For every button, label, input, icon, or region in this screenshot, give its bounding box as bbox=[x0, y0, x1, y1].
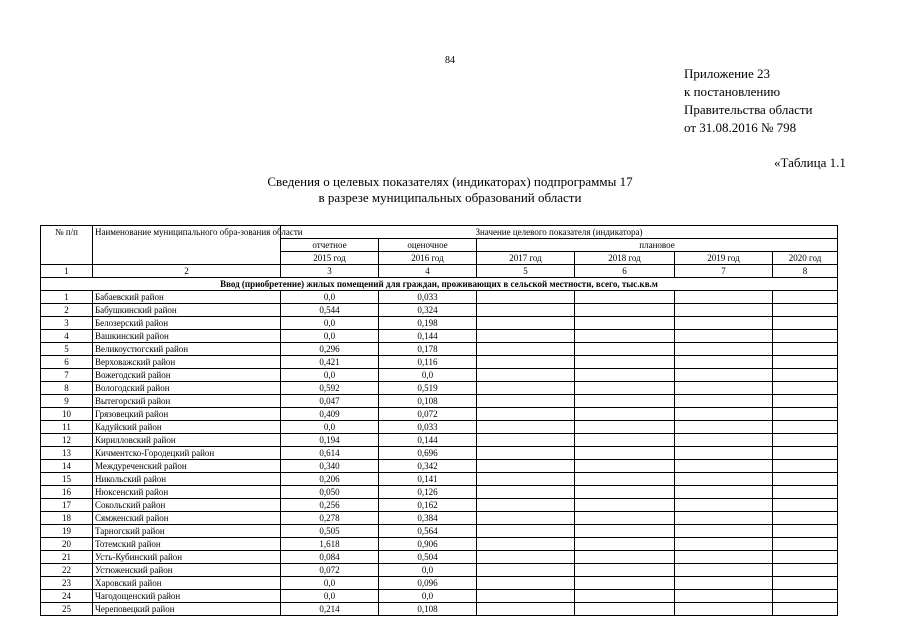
value-2017 bbox=[477, 369, 575, 382]
district-name: Вологодский район bbox=[93, 382, 281, 395]
value-2017 bbox=[477, 486, 575, 499]
value-2016: 0,0 bbox=[379, 590, 477, 603]
value-2019 bbox=[675, 408, 773, 421]
value-2015: 0,340 bbox=[281, 460, 379, 473]
row-number: 20 bbox=[41, 538, 93, 551]
value-2019 bbox=[675, 538, 773, 551]
value-2020 bbox=[773, 369, 838, 382]
header-year: 2017 год bbox=[477, 252, 575, 265]
value-2018 bbox=[575, 304, 675, 317]
value-2019 bbox=[675, 499, 773, 512]
header-year: 2019 год bbox=[675, 252, 773, 265]
value-2018 bbox=[575, 603, 675, 616]
table-row bbox=[41, 512, 838, 525]
row-number: 1 bbox=[41, 291, 93, 304]
value-2020 bbox=[773, 434, 838, 447]
row-number: 7 bbox=[41, 369, 93, 382]
district-name: Верховажский район bbox=[93, 356, 281, 369]
col-number: 6 bbox=[575, 265, 675, 278]
value-2016: 0,141 bbox=[379, 473, 477, 486]
title-line-2: в разрезе муниципальных образований области bbox=[318, 190, 582, 205]
district-name: Чагодощенский район bbox=[93, 590, 281, 603]
value-2017 bbox=[477, 460, 575, 473]
value-2015: 0,214 bbox=[281, 603, 379, 616]
row-number: 16 bbox=[41, 486, 93, 499]
value-2020 bbox=[773, 499, 838, 512]
value-2016: 0,033 bbox=[379, 421, 477, 434]
value-2015: 0,614 bbox=[281, 447, 379, 460]
value-2018 bbox=[575, 356, 675, 369]
col-number: 2 bbox=[93, 265, 281, 278]
value-2018 bbox=[575, 525, 675, 538]
row-number: 24 bbox=[41, 590, 93, 603]
col-number: 8 bbox=[773, 265, 838, 278]
row-number: 5 bbox=[41, 343, 93, 356]
value-2019 bbox=[675, 330, 773, 343]
table-row bbox=[41, 460, 838, 473]
district-name: Сямженский район bbox=[93, 512, 281, 525]
value-2018 bbox=[575, 538, 675, 551]
value-2017 bbox=[477, 304, 575, 317]
value-2018 bbox=[575, 486, 675, 499]
district-name: Нюксенский район bbox=[93, 486, 281, 499]
value-2016: 0,384 bbox=[379, 512, 477, 525]
value-2016: 0,144 bbox=[379, 330, 477, 343]
table-row bbox=[41, 577, 838, 590]
row-number: 3 bbox=[41, 317, 93, 330]
value-2017 bbox=[477, 343, 575, 356]
value-2015: 0,505 bbox=[281, 525, 379, 538]
value-2020 bbox=[773, 577, 838, 590]
row-number: 2 bbox=[41, 304, 93, 317]
row-number: 15 bbox=[41, 473, 93, 486]
col-number: 3 bbox=[281, 265, 379, 278]
value-2017 bbox=[477, 525, 575, 538]
value-2018 bbox=[575, 408, 675, 421]
value-2016: 0,0 bbox=[379, 369, 477, 382]
row-number: 9 bbox=[41, 395, 93, 408]
table-row bbox=[41, 343, 838, 356]
value-2016: 0,162 bbox=[379, 499, 477, 512]
value-2017 bbox=[477, 356, 575, 369]
value-2016: 0,144 bbox=[379, 434, 477, 447]
header-year: 2016 год bbox=[379, 252, 477, 265]
value-2020 bbox=[773, 343, 838, 356]
appendix-line: Правительства области bbox=[684, 102, 813, 117]
table-row bbox=[41, 395, 838, 408]
district-name: Вашкинский район bbox=[93, 330, 281, 343]
col-number: 4 bbox=[379, 265, 477, 278]
row-number: 4 bbox=[41, 330, 93, 343]
value-2018 bbox=[575, 317, 675, 330]
district-name: Никольский район bbox=[93, 473, 281, 486]
table-row bbox=[41, 408, 838, 421]
appendix-block bbox=[684, 65, 813, 137]
value-2020 bbox=[773, 512, 838, 525]
value-2019 bbox=[675, 304, 773, 317]
row-number: 10 bbox=[41, 408, 93, 421]
appendix-line: Приложение 23 bbox=[684, 66, 771, 81]
value-2017 bbox=[477, 434, 575, 447]
value-2016: 0,116 bbox=[379, 356, 477, 369]
value-2016: 0,072 bbox=[379, 408, 477, 421]
value-2015: 0,592 bbox=[281, 382, 379, 395]
value-2020 bbox=[773, 473, 838, 486]
value-2017 bbox=[477, 395, 575, 408]
row-number: 8 bbox=[41, 382, 93, 395]
table-row bbox=[41, 447, 838, 460]
value-2018 bbox=[575, 421, 675, 434]
value-2019 bbox=[675, 447, 773, 460]
value-2018 bbox=[575, 434, 675, 447]
value-2020 bbox=[773, 421, 838, 434]
table-row bbox=[41, 473, 838, 486]
header-year: 2020 год bbox=[773, 252, 838, 265]
value-2015: 0,0 bbox=[281, 291, 379, 304]
value-2015: 0,0 bbox=[281, 330, 379, 343]
value-2017 bbox=[477, 603, 575, 616]
value-2020 bbox=[773, 486, 838, 499]
district-name: Кичментско-Городецкий район bbox=[93, 447, 281, 460]
row-number: 6 bbox=[41, 356, 93, 369]
table-row bbox=[41, 603, 838, 616]
value-2020 bbox=[773, 590, 838, 603]
district-name: Великоустюгский район bbox=[93, 343, 281, 356]
value-2015: 0,072 bbox=[281, 564, 379, 577]
value-2017 bbox=[477, 317, 575, 330]
value-2016: 0,696 bbox=[379, 447, 477, 460]
value-2018 bbox=[575, 512, 675, 525]
value-2016: 0,564 bbox=[379, 525, 477, 538]
value-2016: 0,0 bbox=[379, 564, 477, 577]
value-2015: 0,0 bbox=[281, 590, 379, 603]
value-2019 bbox=[675, 395, 773, 408]
value-2017 bbox=[477, 291, 575, 304]
table-row bbox=[41, 499, 838, 512]
value-2020 bbox=[773, 356, 838, 369]
title-line-1: Сведения о целевых показателях (индикаторах) подпрограммы 17 bbox=[267, 174, 633, 189]
value-2016: 0,342 bbox=[379, 460, 477, 473]
value-2018 bbox=[575, 291, 675, 304]
row-number: 18 bbox=[41, 512, 93, 525]
row-number: 21 bbox=[41, 551, 93, 564]
value-2015: 0,050 bbox=[281, 486, 379, 499]
value-2016: 0,519 bbox=[379, 382, 477, 395]
value-2015: 0,0 bbox=[281, 421, 379, 434]
value-2018 bbox=[575, 590, 675, 603]
header-year: 2015 год bbox=[281, 252, 379, 265]
value-2019 bbox=[675, 291, 773, 304]
value-2018 bbox=[575, 447, 675, 460]
value-2017 bbox=[477, 473, 575, 486]
value-2015: 0,409 bbox=[281, 408, 379, 421]
value-2017 bbox=[477, 538, 575, 551]
value-2020 bbox=[773, 395, 838, 408]
district-name: Череповецкий район bbox=[93, 603, 281, 616]
value-2017 bbox=[477, 577, 575, 590]
value-2017 bbox=[477, 512, 575, 525]
district-name: Кадуйский район bbox=[93, 421, 281, 434]
value-2015: 0,421 bbox=[281, 356, 379, 369]
value-2019 bbox=[675, 525, 773, 538]
appendix-line: от 31.08.2016 № 798 bbox=[684, 120, 797, 135]
value-2018 bbox=[575, 382, 675, 395]
table-row bbox=[41, 564, 838, 577]
page-number: 84 bbox=[445, 55, 455, 66]
header-row-col-numbers bbox=[41, 265, 838, 278]
value-2015: 1,618 bbox=[281, 538, 379, 551]
district-name: Междуреченский район bbox=[93, 460, 281, 473]
row-number: 25 bbox=[41, 603, 93, 616]
value-2016: 0,504 bbox=[379, 551, 477, 564]
row-number: 23 bbox=[41, 577, 93, 590]
row-number: 13 bbox=[41, 447, 93, 460]
table-row bbox=[41, 590, 838, 603]
value-2020 bbox=[773, 603, 838, 616]
value-2019 bbox=[675, 343, 773, 356]
row-number: 17 bbox=[41, 499, 93, 512]
table-row bbox=[41, 356, 838, 369]
value-2017 bbox=[477, 408, 575, 421]
value-2018 bbox=[575, 460, 675, 473]
value-2016: 0,178 bbox=[379, 343, 477, 356]
value-2020 bbox=[773, 330, 838, 343]
value-2018 bbox=[575, 330, 675, 343]
value-2016: 0,096 bbox=[379, 577, 477, 590]
value-2019 bbox=[675, 486, 773, 499]
value-2019 bbox=[675, 603, 773, 616]
value-2020 bbox=[773, 447, 838, 460]
value-2019 bbox=[675, 577, 773, 590]
value-2015: 0,0 bbox=[281, 577, 379, 590]
district-name: Вожегодский район bbox=[93, 369, 281, 382]
value-2016: 0,108 bbox=[379, 603, 477, 616]
value-2015: 0,278 bbox=[281, 512, 379, 525]
table-row bbox=[41, 382, 838, 395]
value-2016: 0,033 bbox=[379, 291, 477, 304]
value-2019 bbox=[675, 317, 773, 330]
table-row bbox=[41, 434, 838, 447]
table-row bbox=[41, 421, 838, 434]
value-2019 bbox=[675, 512, 773, 525]
value-2019 bbox=[675, 460, 773, 473]
col-number: 1 bbox=[41, 265, 93, 278]
header-year: 2018 год bbox=[575, 252, 675, 265]
district-name: Харовский район bbox=[93, 577, 281, 590]
value-2020 bbox=[773, 304, 838, 317]
value-2017 bbox=[477, 421, 575, 434]
value-2016: 0,198 bbox=[379, 317, 477, 330]
header-estimated: оценочное bbox=[379, 239, 477, 252]
table-row bbox=[41, 330, 838, 343]
value-2015: 0,047 bbox=[281, 395, 379, 408]
value-2019 bbox=[675, 551, 773, 564]
value-2017 bbox=[477, 551, 575, 564]
table-row bbox=[41, 369, 838, 382]
value-2019 bbox=[675, 356, 773, 369]
value-2018 bbox=[575, 343, 675, 356]
value-2018 bbox=[575, 473, 675, 486]
value-2019 bbox=[675, 590, 773, 603]
header-reported: отчетное bbox=[281, 239, 379, 252]
value-2015: 0,296 bbox=[281, 343, 379, 356]
table-row bbox=[41, 317, 838, 330]
value-2016: 0,108 bbox=[379, 395, 477, 408]
table-row bbox=[41, 538, 838, 551]
appendix-line: к постановлению bbox=[684, 84, 781, 99]
value-2020 bbox=[773, 408, 838, 421]
value-2017 bbox=[477, 590, 575, 603]
value-2020 bbox=[773, 538, 838, 551]
value-2018 bbox=[575, 369, 675, 382]
value-2015: 0,194 bbox=[281, 434, 379, 447]
value-2020 bbox=[773, 564, 838, 577]
document-title bbox=[150, 174, 750, 206]
row-number: 12 bbox=[41, 434, 93, 447]
district-name: Усть-Кубинский район bbox=[93, 551, 281, 564]
header-num: № п/п bbox=[41, 226, 93, 265]
table-row bbox=[41, 291, 838, 304]
col-number: 7 bbox=[675, 265, 773, 278]
value-2018 bbox=[575, 395, 675, 408]
district-name: Грязовецкий район bbox=[93, 408, 281, 421]
value-2020 bbox=[773, 551, 838, 564]
value-2015: 0,0 bbox=[281, 317, 379, 330]
table-row bbox=[41, 551, 838, 564]
value-2020 bbox=[773, 460, 838, 473]
value-2020 bbox=[773, 382, 838, 395]
row-number: 19 bbox=[41, 525, 93, 538]
district-name: Кирилловский район bbox=[93, 434, 281, 447]
header-row-1 bbox=[41, 226, 838, 239]
section-title: Ввод (приобретение) жилых помещений для граждан, проживающих в сельской местности, всего, тыс.кв.м bbox=[41, 278, 838, 291]
value-2020 bbox=[773, 525, 838, 538]
value-2016: 0,324 bbox=[379, 304, 477, 317]
value-2017 bbox=[477, 447, 575, 460]
table-row bbox=[41, 304, 838, 317]
district-name: Сокольский район bbox=[93, 499, 281, 512]
district-name: Устюженский район bbox=[93, 564, 281, 577]
value-2015: 0,256 bbox=[281, 499, 379, 512]
value-2018 bbox=[575, 577, 675, 590]
district-name: Тотемский район bbox=[93, 538, 281, 551]
district-name: Бабаевский район bbox=[93, 291, 281, 304]
value-2015: 0,544 bbox=[281, 304, 379, 317]
value-2020 bbox=[773, 291, 838, 304]
value-2015: 0,206 bbox=[281, 473, 379, 486]
district-name: Бабушкинский район bbox=[93, 304, 281, 317]
row-number: 11 bbox=[41, 421, 93, 434]
value-2017 bbox=[477, 499, 575, 512]
value-2019 bbox=[675, 369, 773, 382]
value-2016: 0,906 bbox=[379, 538, 477, 551]
indicators-table bbox=[40, 225, 838, 616]
value-2018 bbox=[575, 564, 675, 577]
table-reference: «Таблица 1.1 bbox=[774, 155, 846, 170]
value-2016: 0,126 bbox=[379, 486, 477, 499]
district-name: Вытегорский район bbox=[93, 395, 281, 408]
col-number: 5 bbox=[477, 265, 575, 278]
district-name: Тарногский район bbox=[93, 525, 281, 538]
row-number: 14 bbox=[41, 460, 93, 473]
value-2019 bbox=[675, 434, 773, 447]
table-row bbox=[41, 486, 838, 499]
value-2019 bbox=[675, 421, 773, 434]
district-name: Белозерский район bbox=[93, 317, 281, 330]
value-2019 bbox=[675, 564, 773, 577]
header-value-group: Значение целевого показателя (индикатора) bbox=[281, 226, 838, 239]
header-name: Наименование муниципального обра-зования области bbox=[93, 226, 281, 265]
value-2019 bbox=[675, 473, 773, 486]
value-2015: 0,084 bbox=[281, 551, 379, 564]
table-row bbox=[41, 525, 838, 538]
value-2018 bbox=[575, 551, 675, 564]
row-number: 22 bbox=[41, 564, 93, 577]
value-2018 bbox=[575, 499, 675, 512]
value-2015: 0,0 bbox=[281, 369, 379, 382]
value-2017 bbox=[477, 330, 575, 343]
section-row bbox=[41, 278, 838, 291]
header-planned: плановое bbox=[477, 239, 838, 252]
value-2020 bbox=[773, 317, 838, 330]
value-2017 bbox=[477, 564, 575, 577]
value-2019 bbox=[675, 382, 773, 395]
value-2017 bbox=[477, 382, 575, 395]
